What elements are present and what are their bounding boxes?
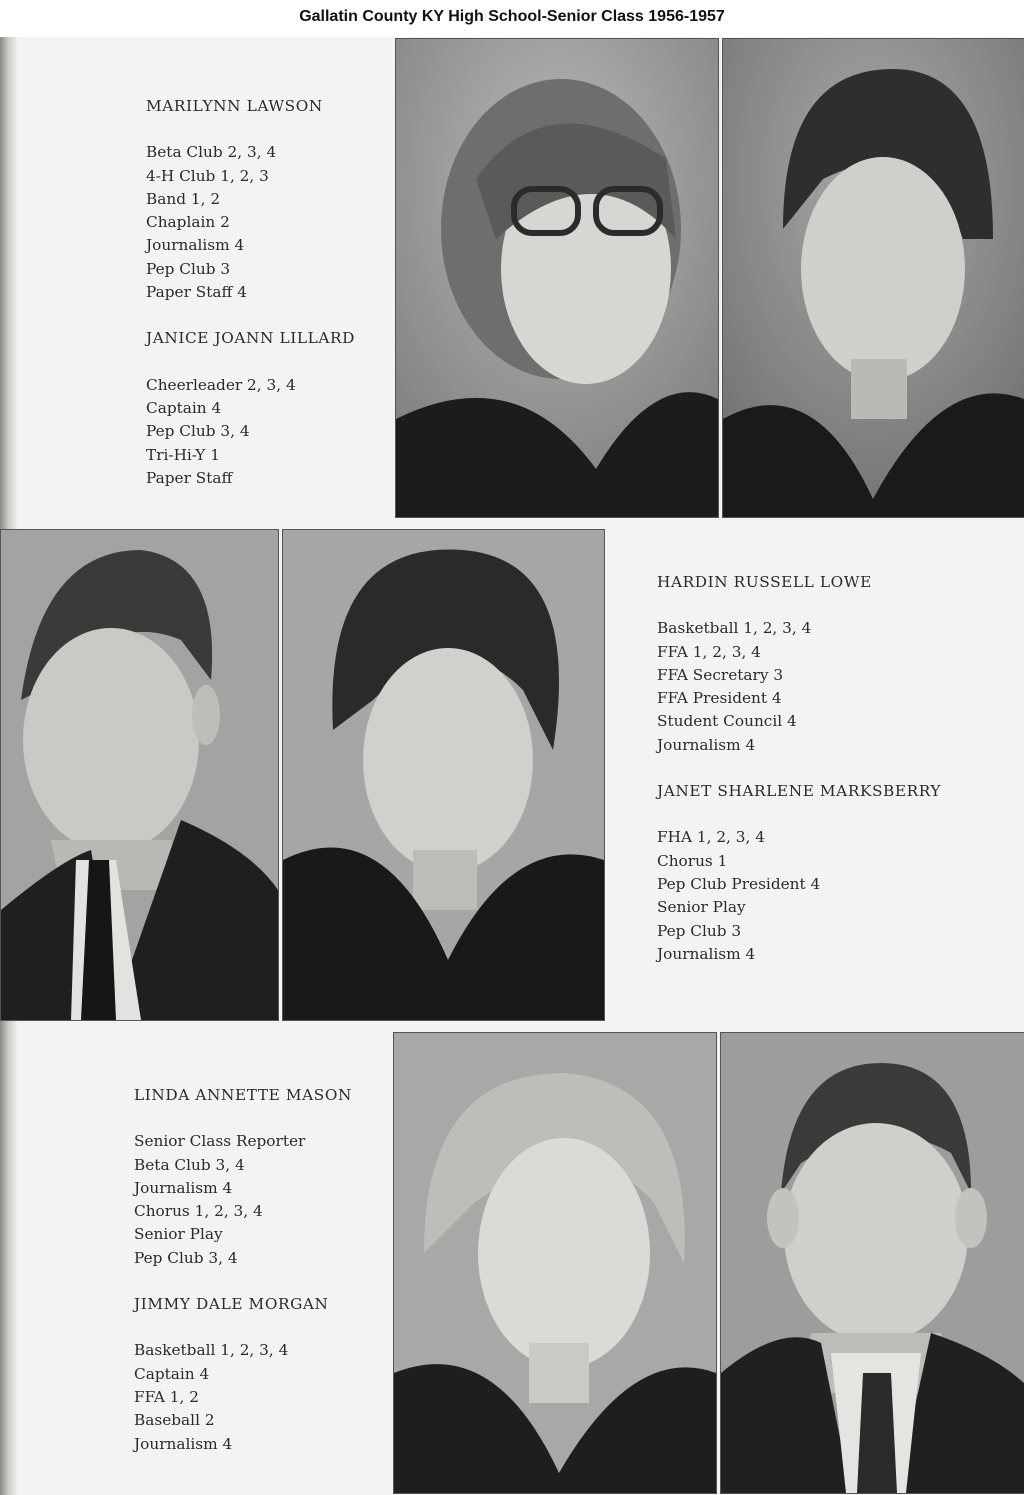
activity-line: Journalism 4 [134, 1434, 233, 1453]
student-name: JANICE JOANN LILLARD [146, 329, 356, 348]
activity-line: Senior Play [134, 1225, 223, 1244]
activity-line: FFA President 4 [657, 689, 782, 708]
activity-line: FFA 1, 2 [134, 1387, 199, 1406]
activity-line: Captain 4 [134, 1364, 210, 1383]
portrait-photo [0, 529, 279, 1021]
text-block-top [146, 95, 355, 490]
page-title: Gallatin County KY High School-Senior Class 1956-1957 [0, 0, 1024, 36]
activity-line: Pep Club 3 [146, 259, 231, 278]
activity-line: Pep Club 3, 4 [134, 1248, 238, 1267]
activity-line: Journalism 4 [657, 735, 756, 754]
activity-line: Pep Club 3, 4 [146, 422, 250, 441]
student-name: HARDIN RUSSELL LOWE [657, 573, 872, 591]
student-name: MARILYNN LAWSON [146, 97, 323, 115]
activity-line: Pep Club 3 [657, 921, 742, 940]
activity-line: Band 1, 2 [146, 189, 221, 208]
activity-line: Student Council 4 [657, 712, 797, 731]
activity-line: Chaplain 2 [146, 213, 230, 232]
text-block-middle [657, 571, 941, 966]
activity-line: Beta Club 3, 4 [134, 1155, 245, 1174]
portrait-photo [282, 529, 605, 1021]
activity-line: Paper Staff 4 [146, 283, 247, 302]
student-name: JANET SHARLENE MARKSBERRY [657, 782, 942, 801]
activity-line: Pep Club President 4 [657, 874, 821, 893]
yearbook-page-scan [0, 37, 1024, 1495]
activity-line: Senior Class Reporter [134, 1132, 306, 1151]
portrait-photo [395, 38, 719, 518]
activity-line: FHA 1, 2, 3, 4 [657, 828, 765, 847]
activity-line: Chorus 1, 2, 3, 4 [134, 1202, 263, 1221]
activity-line: FFA 1, 2, 3, 4 [657, 642, 761, 661]
activity-line: Journalism 4 [146, 236, 245, 255]
activity-line: Senior Play [657, 898, 746, 917]
activity-line: Basketball 1, 2, 3, 4 [657, 619, 812, 638]
portrait-photo [720, 1032, 1024, 1494]
portrait-photo [393, 1032, 717, 1494]
activity-line: Tri-Hi-Y 1 [146, 445, 220, 464]
activity-line: Paper Staff [146, 468, 233, 487]
student-name: JIMMY DALE MORGAN [134, 1295, 329, 1314]
activity-line: FFA Secretary 3 [657, 665, 784, 684]
activity-line: Cheerleader 2, 3, 4 [146, 375, 296, 394]
portrait-photo [722, 38, 1024, 518]
activity-line: Chorus 1 [657, 851, 728, 870]
activity-line: Journalism 4 [657, 944, 756, 963]
activity-line: Basketball 1, 2, 3, 4 [134, 1341, 289, 1360]
activity-line: Beta Club 2, 3, 4 [146, 143, 277, 162]
text-block-bottom [134, 1084, 352, 1456]
activity-line: Baseball 2 [134, 1411, 215, 1430]
activity-line: Captain 4 [146, 398, 222, 417]
student-name: LINDA ANNETTE MASON [134, 1086, 352, 1104]
activity-line: Journalism 4 [134, 1178, 233, 1197]
activity-line: 4-H Club 1, 2, 3 [146, 166, 269, 185]
